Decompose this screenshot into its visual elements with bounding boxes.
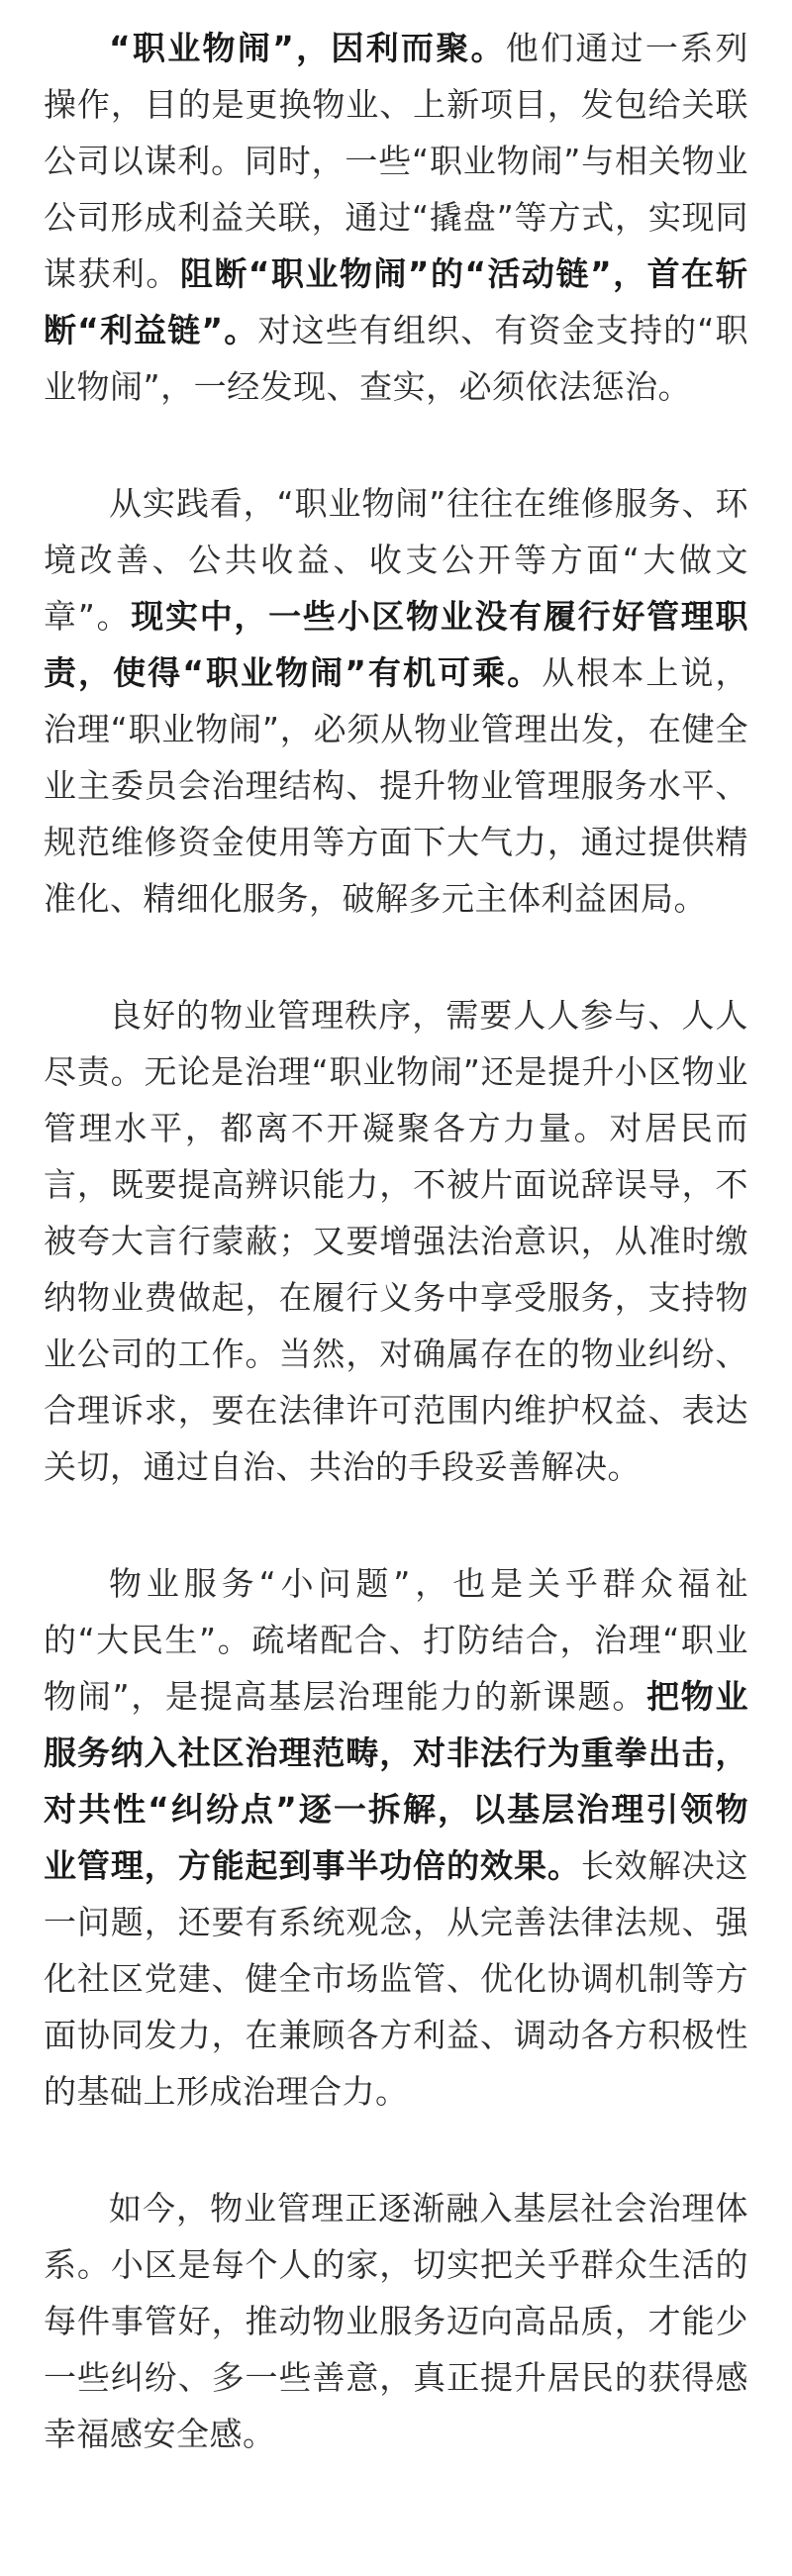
body-text: 从实践看，“职业物闹”往往在维修服务、环境改善、公共收益、收支公开等方面“大做文章”。 — [44, 484, 748, 636]
paragraph-4 — [44, 1555, 748, 2120]
paragraph-5 — [44, 2180, 748, 2462]
bold-text: 把物业服务纳入社区治理范畴，对非法行为重拳出击，对共性“纠纷点”逐一拆解，以基层治理引领物业管理，方能起到事半功倍的效果。 — [44, 1677, 749, 1885]
body-text: 从根本上说，治理“职业物闹”，必须从物业管理出发，在健全业主委员会治理结构、提升物业管理服务水平、规范维修资金使用等方面下大气力，通过提供精准化、精细化服务，破解多元主体利益困局。 — [44, 653, 748, 918]
bold-text: 现实中，一些小区物业没有履行好管理职责，使得“职业物闹”有机可乘。 — [44, 597, 748, 692]
bold-text: “职业物闹”，因利而聚。 — [109, 29, 506, 67]
body-text: 他们通过一系列操作，目的是更换物业、上新项目，发包给关联公司以谋利。同时，一些“职业物闹”与相关物业公司形成利益关联，通过“撬盘”等方式，实现同谋获利。 — [44, 29, 749, 293]
body-text: 长效解决这一问题，还要有系统观念，从完善法律法规、强化社区党建、健全市场监管、优化协调机制等方面协同发力，在兼顾各方利益、调动各方积极性的基础上形成治理合力。 — [44, 1846, 749, 2111]
paragraph-2 — [44, 475, 748, 927]
bold-text: 阻断“职业物闹”的“活动链”，首在斩断“利益链”。 — [44, 254, 748, 349]
paragraph-1 — [44, 20, 748, 415]
body-text: 良好的物业管理秩序，需要人人参与、人人尽责。无论是治理“职业物闹”还是提升小区物业管理水平，都离不开凝聚各方力量。对居民而言，既要提高辨识能力，不被片面说辞误导，不被夸大言行蒙蔽；又要增强法治意识，从准时缴纳物业费做起，在履行义务中享受服务，支持物业公司的工作。当然，对确属存在的物业纠纷、合理诉求，要在法律许可范围内维护权益、表达关切，通过自治、共治的手段妥善解决。 — [44, 996, 748, 1486]
paragraph-3 — [44, 987, 748, 1495]
article-body — [44, 20, 748, 2462]
body-text: 对这些有组织、有资金支持的“职业物闹”，一经发现、查实，必须依法惩治。 — [44, 311, 748, 406]
body-text: 如今，物业管理正逐渐融入基层社会治理体系。小区是每个人的家，切实把关乎群众生活的每件事管好，推动物业服务迈向高品质，才能少一些纠纷、多一些善意，真正提升居民的获得感幸福感安全感。 — [44, 2189, 748, 2453]
body-text: 物业服务“小问题”，也是关乎群众福祉的“大民生”。疏堵配合、打防结合，治理“职业物闹”，是提高基层治理能力的新课题。 — [44, 1564, 748, 1716]
